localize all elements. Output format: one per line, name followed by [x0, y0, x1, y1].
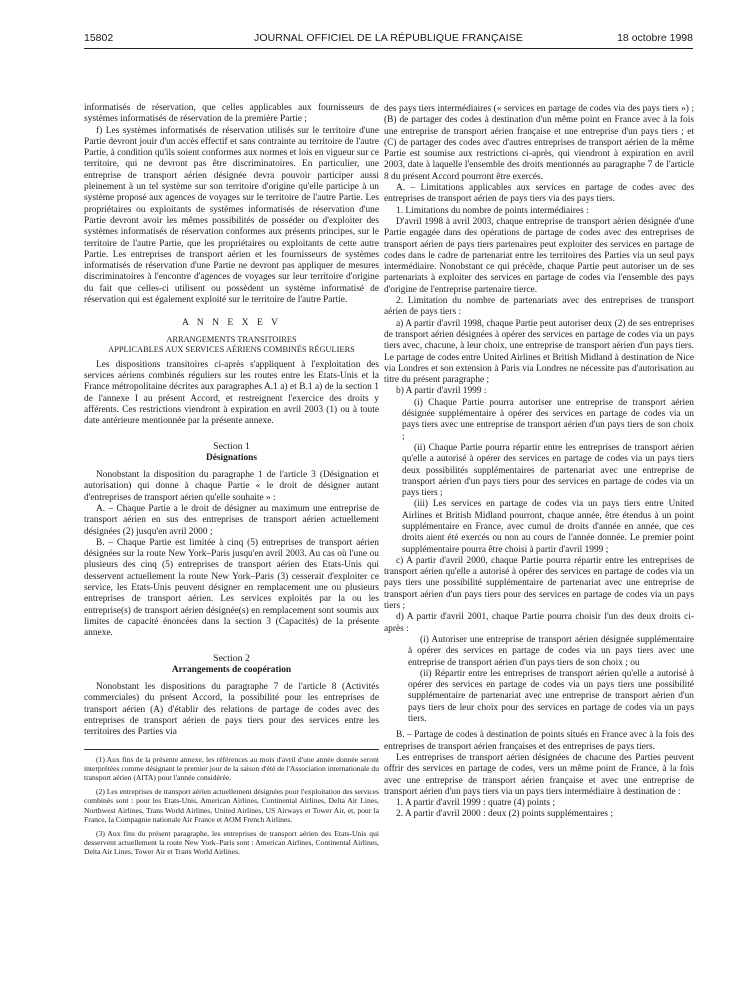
paragraph: b) A partir d'avril 1999 :	[396, 386, 487, 397]
section-title: Section 2	[213, 653, 250, 665]
paragraph: c) A partir d'avril 2000, chaque Partie pourra répartir entre les entreprises de transport aérien qu'elle a autorisé à opérer des services en partage de codes via un pays tiers une possibilité supplémentaire de partenariat avec une entreprise de transport aérien d'un pays tiers pour des services en partage de codes via un pays tiers ;	[384, 555, 694, 612]
footnote: (1) Aux fins de la présente annexe, les références au mois d'avril d'une année donnée seront interprétées comme désignant le premier jour de la saison d'été de l'Association internationale du transport aérien (AITA) pour l'année considérée.	[84, 754, 379, 782]
paragraph: (ii) Répartir entre les entreprises de transport aérien qu'elle a autorisé à opérer des services en partage de codes via un pays tiers une possibilité supplémentaire de partenariat avec une entreprise de transport aérien d'un pays tiers de leur choix pour des services en partage de codes via un pays tiers.	[408, 668, 694, 725]
paragraph: A. – Chaque Partie a le droit de désigner au maximum une entreprise de transport aérien en sus des entreprises de transport aérien actuellement désignées (2) jusqu'en avril 2000 ;	[84, 503, 379, 537]
paragraph: D'avril 1998 à avril 2003, chaque entreprise de transport aérien désignée d'une Partie engagée dans des opérations de partage de codes avec des entreprises de transport aérien de pays tiers partenaires peut exploiter des services en partage de codes dans le cadre de partenariat entre les territoires des Parties via un seul pays intermédiaire. Nonobstant ce qui précède, chaque Partie peut autoriser un de ses partenariats à exploiter des services en partage de codes via l'ensemble des pays d'origine de l'entreprise partenaire tierce.	[384, 216, 694, 295]
section-title: Section 1	[213, 441, 250, 453]
paragraph: d) A partir d'avril 2001, chaque Partie pourra choisir l'un des deux droits ci-après :	[384, 612, 694, 634]
paragraph: f) Les systèmes informatisés de réservation utilisés sur le territoire d'une Partie devront jouir d'un accès effectif et sans contrainte au territoire de l'autre Partie, à condition qu'ils soient conformes aux normes et lois en vigueur sur ce territoire, qui ne devront pas être discriminatoires. En particulier, une entreprise de transport aérien désignée devra pouvoir participer aussi pleinement à un tel système sur son territoire d'origine qu'elle participe à un système proposé aux agences de voyages sur le territoire de l'autre Partie. Les propriétaires ou exploitants de systèmes informatisés de réservation d'une Partie devront avoir les mêmes possibilités de posséder ou d'exploiter des systèmes informatisés de réservation conformes aux présents principes, sur le territoire de l'autre Partie, que les propriétaires ou exploitants de cette autre Partie. Les entreprises de transport aérien et les fournisseurs de systèmes informatisés de réservation d'une Partie ne devront pas appliquer de mesures discriminatoires à l'encontre d'agences de voyages sur leur territoire d'origine du fait que celles-ci utilisent ou possèdent un système informatisé de réservation qui est également exploité sur le territoire de l'autre Partie.	[84, 125, 379, 306]
annex-subtitle: ARRANGEMENTS TRANSITOIRES	[166, 334, 297, 344]
paragraph: a) A partir d'avril 1998, chaque Partie peut autoriser deux (2) de ses entreprises de transport aérien désignées à opérer des services en partage de codes via un pays tiers avec, chacune, à leur choix, une entreprise de transport aérien d'un pays tiers. Le partage de codes entre United Airlines et British Midland à destination de Nice via Londres et son extension à Paris via Londres ne nécessite pas d'autorisation au titre du présent paragraphe ;	[384, 318, 694, 386]
paragraph: informatisés de réservation, que celles applicables aux fournisseurs de systèmes informatisés de réservation de la première Partie ;	[84, 103, 379, 125]
right-column	[384, 104, 694, 821]
annex-subtitle: APPLICABLES AUX SERVICES AÉRIENS COMBINÉS RÉGULIERS	[108, 344, 355, 354]
paragraph: B. – Partage de codes à destination de points situés en France avec à la fois des entreprises de transport aérien françaises et des entreprises de pays tiers.	[384, 730, 694, 752]
paragraph: Les dispositions transitoires ci-après s'appliquent à l'exploitation des services aériens combinés réguliers sur les routes entre les Etats-Unis et la France métropolitaine décrites aux paragraphes A.1 a) et B.1 a) de la section 1 de l'annexe I au présent Accord, et restreignent l'exercice des droits y afférents. Ces restrictions viendront à expiration en avril 2003 (1) ou à toute date antérieure mentionnée par la présente annexe.	[84, 359, 379, 427]
paragraph: 1. Limitations du nombre de points intermédiaires :	[396, 205, 589, 216]
paragraph: 2. Limitation du nombre de partenariats avec des entreprises de transport aérien de pays tiers :	[384, 296, 694, 318]
footnote: (2) Les entreprises de transport aérien actuellement désignées pour l'exploitation des services combinés sont : pour les Etats-Unis, American Airlines, Continental Airlines, Delta Air Lines, Northwest Airlines, Trans World Airlines, United Airlines, US Airways et Tower Air, et, pour la France, la Compagnie nationale Air France et AOM French Airlines.	[84, 787, 379, 824]
paragraph: des pays tiers intermédiaires (« services en partage de codes via des pays tiers ») ; (B) de partager des codes à destination d'un même point en France avec à la fois une entreprise de transport aérien française et une entreprise d'un pays tiers ; et (C) de partager des codes avec d'autres entreprises de transport aérien de la même Partie est soumise aux restrictions ci-après, qui viendront à expiration en avril 2003, date à laquelle l'ensemble des droits mentionnés au paragraphe 7 de l'article 8 du présent Accord pourront être exercés.	[384, 104, 694, 182]
header-rule	[84, 48, 693, 49]
paragraph: Nonobstant la disposition du paragraphe 1 de l'article 3 (Désignation et autorisation) qui donne à chaque Partie « le droit de désigner autant d'entreprises de transport aérien qu'elle souhaite » :	[84, 470, 379, 503]
paragraph: 2. A partir d'avril 2000 : deux (2) points supplémentaires ;	[396, 809, 614, 820]
paragraph: 1. A partir d'avril 1999 : quatre (4) points ;	[396, 798, 555, 809]
footnote-rule	[84, 749, 379, 750]
section-subtitle: Arrangements de coopération	[171, 664, 292, 675]
paragraph: Nonobstant les dispositions du paragraphe 7 de l'article 8 (Activités commerciales) du présent Accord, la possibilité pour les entreprises de transport aérien (A) d'établir des relations de partage de codes avec des entreprises de transport aérien de pays tiers pour des services entre les territoires des Parties via	[84, 682, 379, 738]
paragraph: A. – Limitations applicables aux services en partage de codes avec des entreprises de transport aérien de pays tiers via des pays tiers.	[384, 183, 694, 205]
paragraph: (iii) Les services en partage de codes via un pays tiers entre United Airlines et British Midland pourront, chaque année, être étendus à un point supplémentaire en France, avec cumul de droits d'année en année, que ces droits aient été exercés ou non au cours de l'année donnée. Le premier point supplémentaire pourra être choisi à partir d'avril 1999 ;	[402, 499, 694, 555]
annex-title: A N N E X E V	[181, 317, 282, 329]
paragraph: B. – Chaque Partie est limitée à cinq (5) entreprises de transport aérien désignées sur la route New York–Paris jusqu'en avril 2003. Au cas où l'une ou plusieurs des cinq (5) entreprises de transport aérien des Etats-Unis qui desservent actuellement la route New York–Paris (3) cesserait d'exploiter ce service, les Etats-Unis peuvent désigner en remplacement une ou plusieurs entreprises de transport aérien. Les services exploités par la ou les entreprise(s) de transport aérien désignée(s) en remplacement sont soumis aux limites de capacité énoncées dans la section 3 (Capacités) de la présente annexe.	[84, 537, 379, 639]
page-header	[84, 32, 693, 46]
paragraph: (i) Chaque Partie pourra autoriser une entreprise de transport aérien désignée supplémentaire à opérer des services en partage de codes via un pays tiers avec une entreprise de transport aérien d'un pays tiers de son choix ;	[402, 397, 694, 442]
left-column	[84, 103, 379, 857]
paragraph: Les entreprises de transport aérien désignées de chacune des Parties peuvent offrir des services en partage de codes, vers un même point de France, à la fois avec une entreprise de transport aérien française et avec une entreprise de transport aérien d'un pays tiers via un pays tiers intermédiaire à destination de :	[384, 752, 694, 797]
footnote: (3) Aux fins du présent paragraphe, les entreprises de transport aérien des Etats-Unis qui desservent actuellement la route New York–Paris sont : American Airlines, Continental Airlines, Delta Air Lines, Tower Air et Trans World Airlines.	[84, 828, 379, 857]
paragraph: (ii) Chaque Partie pourra répartir entre les entreprises de transport aérien qu'elle a autorisé à opérer des services en partage de codes via un pays tiers deux possibilités supplémentaires de partenariat avec une entreprise de transport aérien d'un pays tiers pour des services en partage de codes via un pays tiers ;	[402, 442, 694, 499]
journal-title: JOURNAL OFFICIEL DE LA RÉPUBLIQUE FRANÇAISE	[254, 32, 523, 44]
paragraph: (i) Autoriser une entreprise de transport aérien désignée supplémentaire à opérer des services en partage de codes via un pays tiers avec une entreprise de transport aérien d'un pays tiers de son choix ; ou	[408, 634, 694, 668]
section-subtitle: Désignations	[205, 452, 258, 463]
issue-date: 18 octobre 1998	[617, 32, 693, 44]
page-number: 15802	[84, 32, 114, 44]
